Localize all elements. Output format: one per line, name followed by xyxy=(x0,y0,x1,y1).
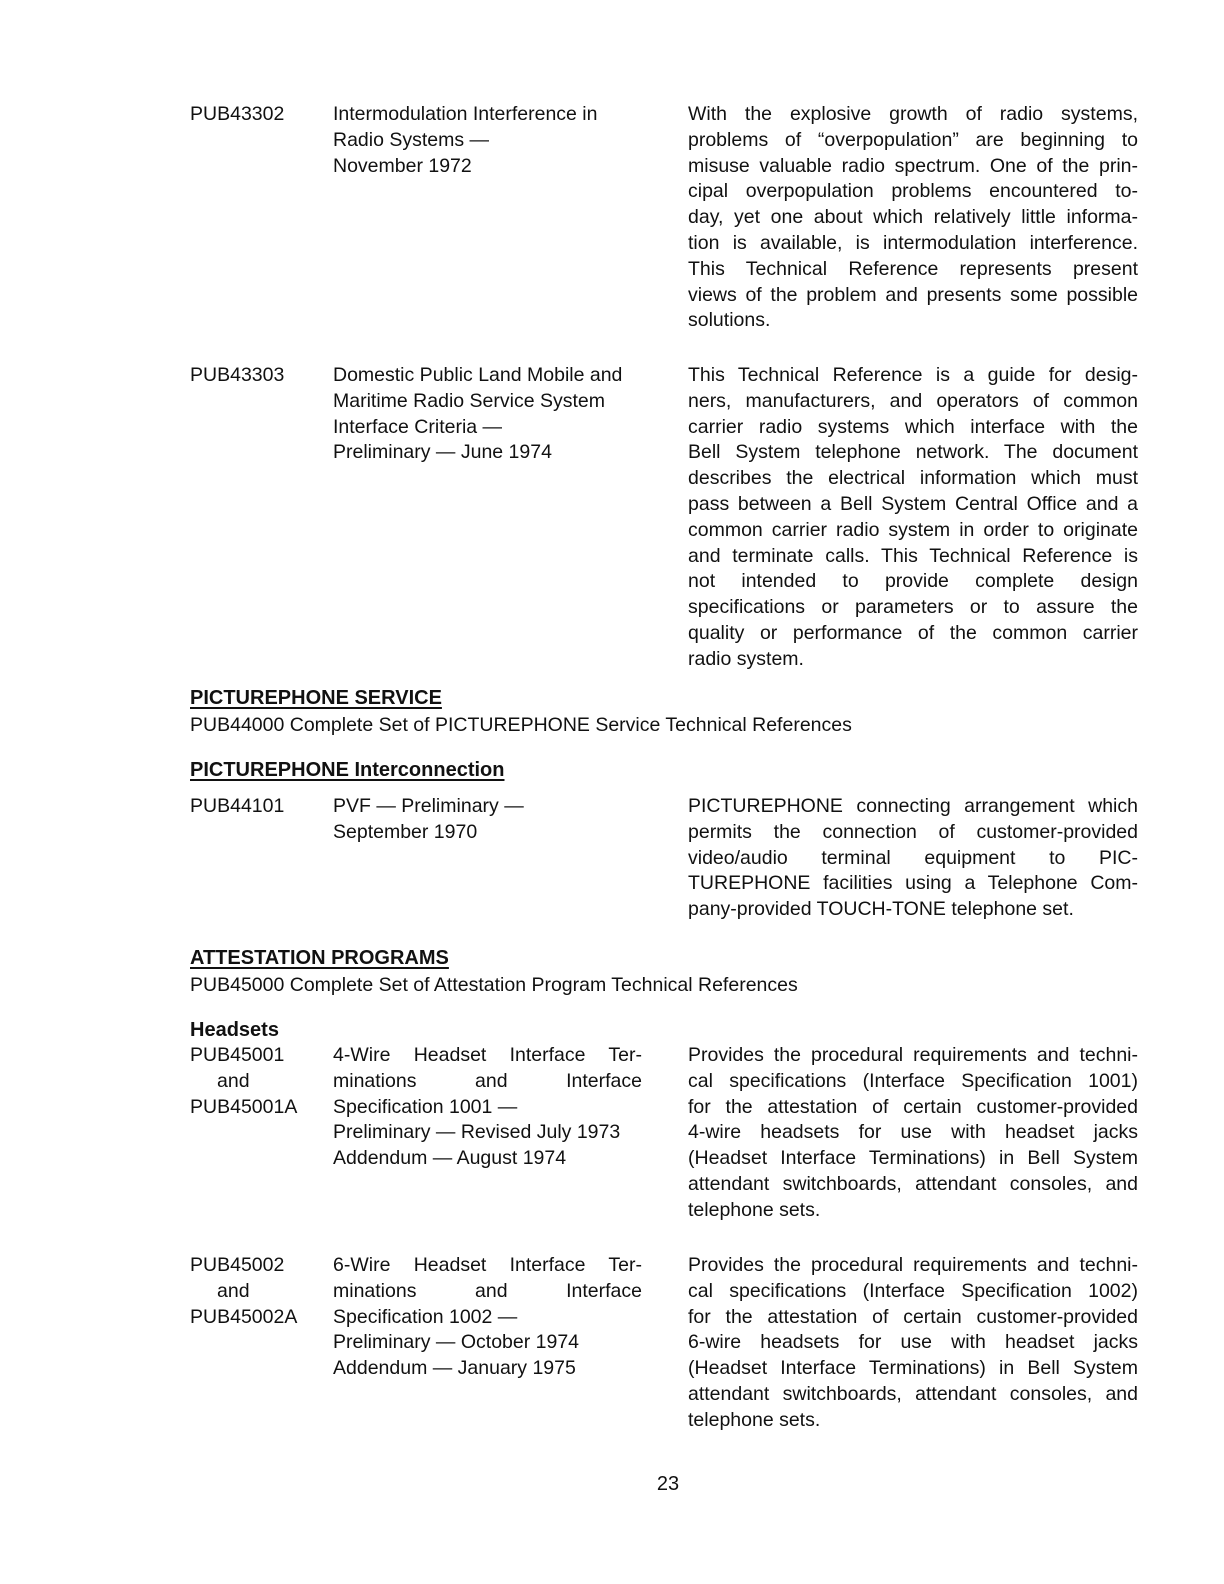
publication-description-line: pass between a Bell System Central Office and a xyxy=(688,492,1138,515)
publication-description-line: carrier radio systems which interface with the xyxy=(688,415,1138,438)
publication-number-line: and xyxy=(217,1069,250,1092)
publication-title-line: 6-Wire Headset Interface Ter- xyxy=(333,1254,642,1276)
page-number: 23 xyxy=(656,1473,680,1495)
publication-title-line: Preliminary — October 1974 xyxy=(333,1331,580,1354)
publication-number xyxy=(190,363,320,389)
publication-description-line: (Headset Interface Terminations) in Bell System xyxy=(688,1147,1138,1170)
publication-title-line: Maritime Radio Service System xyxy=(333,389,605,412)
publication-number xyxy=(190,102,320,128)
publication-description-line: tion is available, is intermodulation interference. xyxy=(688,231,1138,254)
publication-number-line: PUB45002A xyxy=(190,1305,298,1328)
publication-description-line: attendant switchboards, attendant consoles, and xyxy=(688,1172,1138,1195)
publication-description-line: radio system. xyxy=(688,647,804,670)
publication-description xyxy=(688,1043,1138,1224)
publication-description-line: Provides the procedural requirements and techni- xyxy=(688,1254,1138,1276)
publication-number-line: and xyxy=(217,1279,250,1302)
publication-description-line: video/audio terminal equipment to PIC- xyxy=(688,846,1138,869)
publication-title xyxy=(333,363,642,466)
publication-description-line: 4-wire headsets for use with headset jacks xyxy=(688,1121,1138,1144)
publication-description-line: common carrier radio system in order to originate xyxy=(688,518,1138,541)
publication-description-line: permits the connection of customer-provided xyxy=(688,820,1138,843)
publication-description-line: views of the problem and presents some possible xyxy=(688,283,1138,306)
publication-number-line: PUB44101 xyxy=(190,795,285,817)
subsection-heading-interconnection: PICTUREPHONE Interconnection xyxy=(190,759,505,781)
section-complete-set: PUB44000 Complete Set of PICTUREPHONE Service Technical References xyxy=(190,714,852,736)
publication-title-line: Radio Systems — xyxy=(333,128,490,151)
publication-number xyxy=(190,1253,320,1330)
publication-title-line: Specification 1002 — xyxy=(333,1305,518,1328)
publication-title-line: 4-Wire Headset Interface Ter- xyxy=(333,1044,642,1066)
publication-description-line: telephone sets. xyxy=(688,1408,821,1431)
publication-number xyxy=(190,1043,320,1120)
publication-description-line: describes the electrical information which must xyxy=(688,467,1138,490)
publication-title-line: November 1972 xyxy=(333,154,472,177)
publication-description-line: This Technical Reference represents present xyxy=(688,257,1138,280)
publication-description-line: solutions. xyxy=(688,309,771,332)
publication-description-line: attendant switchboards, attendant consoles, and xyxy=(688,1382,1138,1405)
publication-description-line: and terminate calls. This Technical Reference is xyxy=(688,544,1138,567)
publication-description-line: day, yet one about which relatively little informa- xyxy=(688,206,1138,229)
publication-description-line: Bell System telephone network. The document xyxy=(688,441,1138,464)
publication-description xyxy=(688,794,1138,923)
publication-description-line: cal specifications (Interface Specification 1001) xyxy=(688,1069,1138,1092)
publication-number-line: PUB45001A xyxy=(190,1095,298,1118)
publication-title-line: Domestic Public Land Mobile and xyxy=(333,364,623,386)
section-heading-attestation-programs: ATTESTATION PROGRAMS xyxy=(190,947,449,969)
publication-title-line: Specification 1001 — xyxy=(333,1095,518,1118)
publication-title-line: Intermodulation Interference in xyxy=(333,103,598,125)
publication-title-line: Addendum — August 1974 xyxy=(333,1147,567,1170)
subsection-heading-headsets: Headsets xyxy=(190,1019,279,1041)
section-heading-picturephone-service: PICTUREPHONE SERVICE xyxy=(190,687,442,709)
publication-description-line: PICTUREPHONE connecting arrangement which xyxy=(688,795,1138,817)
publication-number-line: PUB43302 xyxy=(190,103,285,125)
publication-description-line: 6-wire headsets for use with headset jacks xyxy=(688,1331,1138,1354)
publication-title xyxy=(333,1043,642,1172)
publication-description-line: Provides the procedural requirements and techni- xyxy=(688,1044,1138,1066)
publication-title-line: minations and Interface xyxy=(333,1279,642,1302)
publication-description-line: specifications or parameters or to assure the xyxy=(688,596,1138,619)
publication-description-line: cipal overpopulation problems encountered to- xyxy=(688,180,1138,203)
publication-title-line: PVF — Preliminary — xyxy=(333,795,524,817)
publication-description-line: for the attestation of certain customer-provided xyxy=(688,1305,1138,1328)
publication-description xyxy=(688,363,1138,673)
publication-description-line: problems of “overpopulation” are beginning to xyxy=(688,128,1138,151)
publication-description-line: This Technical Reference is a guide for desig- xyxy=(688,364,1138,386)
publication-description-line: With the explosive growth of radio systems, xyxy=(688,103,1138,125)
publication-title xyxy=(333,1253,642,1382)
publication-title-line: Addendum — January 1975 xyxy=(333,1357,576,1380)
publication-number-line: PUB45001 xyxy=(190,1044,285,1066)
publication-title-line: minations and Interface xyxy=(333,1069,642,1092)
publication-description-line: cal specifications (Interface Specification 1002) xyxy=(688,1279,1138,1302)
publication-description-line: misuse valuable radio spectrum. One of the prin- xyxy=(688,154,1138,177)
publication-number-line: PUB45002 xyxy=(190,1254,285,1276)
publication-description-line: for the attestation of certain customer-provided xyxy=(688,1095,1138,1118)
publication-description-line: not intended to provide complete design xyxy=(688,570,1138,593)
publication-title-line: Preliminary — June 1974 xyxy=(333,441,552,464)
section-complete-set: PUB45000 Complete Set of Attestation Program Technical References xyxy=(190,974,798,996)
publication-description-line: (Headset Interface Terminations) in Bell System xyxy=(688,1357,1138,1380)
publication-number xyxy=(190,794,320,820)
publication-title-line: September 1970 xyxy=(333,820,478,843)
publication-description-line: pany-provided TOUCH-TONE telephone set. xyxy=(688,898,1074,921)
publication-description-line: ners, manufacturers, and operators of common xyxy=(688,389,1138,412)
publication-description xyxy=(688,102,1138,334)
publication-title-line: Preliminary — Revised July 1973 xyxy=(333,1121,621,1144)
publication-title-line: Interface Criteria — xyxy=(333,415,503,438)
publication-description-line: TUREPHONE facilities using a Telephone Com- xyxy=(688,872,1138,895)
publication-title xyxy=(333,102,642,179)
publication-description-line: quality or performance of the common carrier xyxy=(688,621,1138,644)
publication-number-line: PUB43303 xyxy=(190,364,285,386)
publication-description xyxy=(688,1253,1138,1434)
publication-title xyxy=(333,794,642,846)
publication-description-line: telephone sets. xyxy=(688,1198,821,1221)
